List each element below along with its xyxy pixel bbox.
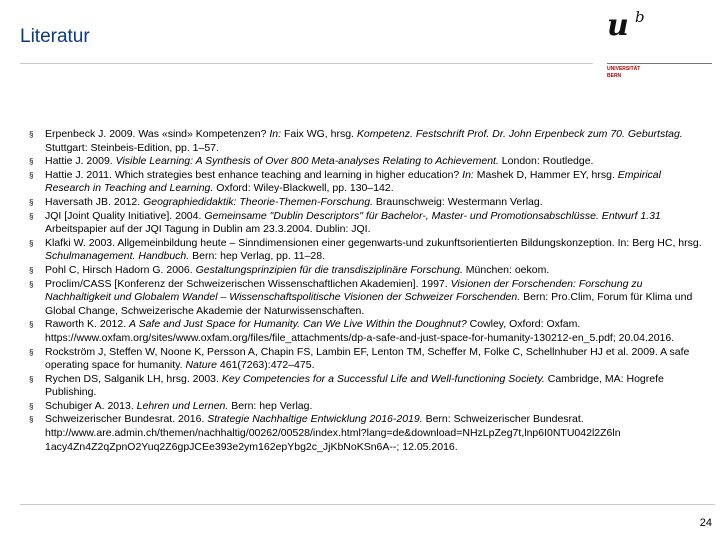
reference-italic-segment: Kompetenz. Festschrift Prof. Dr. John Erpenbeck zum 70. Geburtstag. <box>356 128 683 140</box>
reference-text <box>45 278 708 319</box>
reference-text <box>45 196 708 210</box>
bullet-icon: § <box>29 170 34 180</box>
reference-segment: Stuttgart: Steinbeis-Edition, pp. 1–57. <box>45 141 219 154</box>
logo-b: b <box>635 8 645 26</box>
reference-italic-segment: Gestaltungsprinzipien für die transdisziplinäre Forschung. <box>195 263 463 276</box>
logo-wordmark <box>607 66 640 80</box>
reference-segment: Braunschweig: Westermann Verlag. <box>373 195 543 208</box>
reference-text <box>45 373 708 400</box>
bullet-icon: § <box>29 415 34 425</box>
reference-segment: Mashek D, Hammer EY, hrsg. <box>473 168 618 181</box>
footer-divider <box>20 504 715 505</box>
university-logo <box>607 8 715 92</box>
reference-segment: Rychen DS, Salganik LH, hrsg. 2003. <box>45 372 222 385</box>
bullet-icon: § <box>29 211 34 221</box>
reference-italic-segment: Lehren und Lernen. <box>136 399 229 412</box>
bullet-icon: § <box>29 347 34 357</box>
bullet-icon: § <box>29 401 34 411</box>
reference-segment: London: Routledge. <box>498 155 594 168</box>
reference-item <box>29 128 709 155</box>
reference-item <box>29 237 709 264</box>
page-number: 24 <box>699 517 712 529</box>
reference-italic-segment: Strategie Nachhaltige Entwicklung 2016-2019. <box>207 413 423 426</box>
reference-item <box>29 196 709 210</box>
reference-segment: Klafki W. 2003. Allgemeinbildung heute – Sinndimensionen einer gegenwarts-und zukunftsorientierten Bildungskonzeption. In: Berg HC, hrsg. <box>45 236 702 249</box>
logo-divider <box>607 63 712 64</box>
reference-segment: Bern: hep Verlag, pp. 11–28. <box>189 250 326 263</box>
reference-list <box>29 128 709 454</box>
reference-segment: Bern: Pro.Clim, Forum für Klima und Global Change, Schweizerische Akademie der Naturwissenschaften. <box>45 291 693 317</box>
logo-wordmark-line1: UNIVERSITÄT <box>607 66 641 72</box>
reference-segment: Faix WG, hrsg. <box>281 128 357 140</box>
reference-italic-segment: Visionen der Forschenden: Forschung zu Nachhaltigkeit und Globalem Wandel – Wissenschaftspolitische Visionen der Schweizer Forschenden. <box>45 277 643 304</box>
reference-segment: Erpenbeck J. 2009. Was «sind» Kompetenzen? <box>45 128 270 140</box>
reference-segment: Cowley, Oxford: Oxfam. https://www.oxfam.org/sites/www.oxfam.org/files/file_attachments/dp-a-safe-and-just-space-for-humanity-130212-en_5.pdf; 20.04.2016. <box>45 318 675 344</box>
reference-item <box>29 373 709 400</box>
reference-segment: Hattie J. 2011. Which strategies best enhance teaching and learning in higher education? <box>45 168 463 181</box>
reference-text <box>45 346 708 373</box>
reference-segment: Pohl C, Hirsch Hadorn G. 2006. <box>45 263 196 276</box>
reference-italic-segment: Key Competencies for a Successful Life and Well-functioning Society. <box>221 372 545 385</box>
reference-text <box>45 128 708 155</box>
bullet-icon: § <box>29 197 34 207</box>
reference-item <box>29 155 709 169</box>
bullet-icon: § <box>29 238 34 248</box>
reference-item <box>29 413 709 454</box>
reference-segment: Haversath JB. 2012. <box>45 195 144 208</box>
reference-item <box>29 318 709 345</box>
reference-text <box>45 169 708 196</box>
reference-segment: München: oekom. <box>462 263 550 276</box>
reference-item <box>29 264 709 278</box>
reference-italic-segment: Schulmanagement. Handbuch. <box>45 250 190 263</box>
reference-item <box>29 169 709 196</box>
reference-text <box>45 400 708 414</box>
reference-item <box>29 346 709 373</box>
reference-segment: Rockström J, Steffen W, Noone K, Persson A, Chapin FS, Lambin EF, Lenton TM, Scheffer M, Folke C, Schellnhuber HJ et al. 2009. A safe operating space for humanity. <box>45 345 690 372</box>
reference-segment: Schubiger A. 2013. <box>45 399 137 412</box>
reference-segment: Arbeitspapier auf der JQI Tagung in Dublin am 23.3.2004. Dublin: JQI. <box>45 223 371 236</box>
reference-italic-segment: Geographiedidaktik: Theorie-Themen-Forschung. <box>143 195 374 208</box>
reference-text <box>45 318 708 345</box>
reference-italic-segment: Empirical Research in Teaching and Learning. <box>45 168 661 195</box>
reference-segment: Raworth K. 2012. <box>45 318 130 331</box>
reference-text <box>45 264 708 278</box>
header-divider <box>20 63 593 64</box>
reference-italic-segment: Nature <box>185 359 217 372</box>
reference-italic-segment: A Safe and Just Space for Humanity. Can We Live Within the Doughnut? <box>129 318 467 331</box>
bullet-icon: § <box>29 374 34 384</box>
bullet-icon: § <box>29 130 34 139</box>
reference-text <box>45 210 708 237</box>
reference-italic-segment: In: <box>269 128 282 140</box>
reference-segment: JQI [Joint Quality Initiative]. 2004. <box>45 209 205 222</box>
bullet-icon: § <box>29 265 34 275</box>
reference-segment: Bern: hep Verlag. <box>228 399 313 412</box>
reference-segment: Schweizerischer Bundesrat. 2016. <box>45 413 208 426</box>
reference-segment: Cambridge, MA: Hogrefe Publishing. <box>45 372 664 399</box>
bullet-icon: § <box>29 320 34 330</box>
bullet-icon: § <box>29 279 34 289</box>
bullet-icon: § <box>29 157 34 167</box>
reference-segment: Hattie J. 2009. <box>45 155 116 168</box>
reference-text <box>45 237 708 264</box>
reference-italic-segment: Visible Learning: A Synthesis of Over 800 Meta-analyses Relating to Achievement. <box>115 155 499 168</box>
reference-segment: Oxford: Wiley-Blackwell, pp. 130–142. <box>213 182 394 195</box>
reference-item <box>29 210 709 237</box>
slide-title: Literatur <box>20 26 90 47</box>
reference-segment: 461(7263):472–475. <box>216 359 315 372</box>
logo-wordmark-line2: BERN <box>607 73 622 79</box>
logo-u: u <box>607 8 629 43</box>
reference-text <box>45 155 708 169</box>
reference-segment: Bern: Schweizerischer Bundesrat. http://www.are.admin.ch/themen/nachhaltig/00262/00528/index.html?lang=de&download=NHzLpZeg7t,lnp6I0NTU042l2Z6ln 1acy4Zn4Z2qZpnO2Yuq2Z6gpJCEe393e2ym162epYbg2c_JjKbNoKSn6A--; 12.05.2016. <box>45 413 621 453</box>
reference-italic-segment: In: <box>462 168 474 181</box>
reference-text <box>45 413 708 454</box>
reference-italic-segment: Gemeinsame "Dublin Descriptors" für Bachelor-, Master- und Promotionsabschlüsse. Entwurf 1.31 <box>204 209 661 222</box>
reference-item <box>29 278 709 319</box>
reference-item <box>29 400 709 414</box>
reference-segment: Proclim/CASS [Konferenz der Schweizerischen Wissenschaftlichen Akademien]. 1997. <box>45 277 451 290</box>
